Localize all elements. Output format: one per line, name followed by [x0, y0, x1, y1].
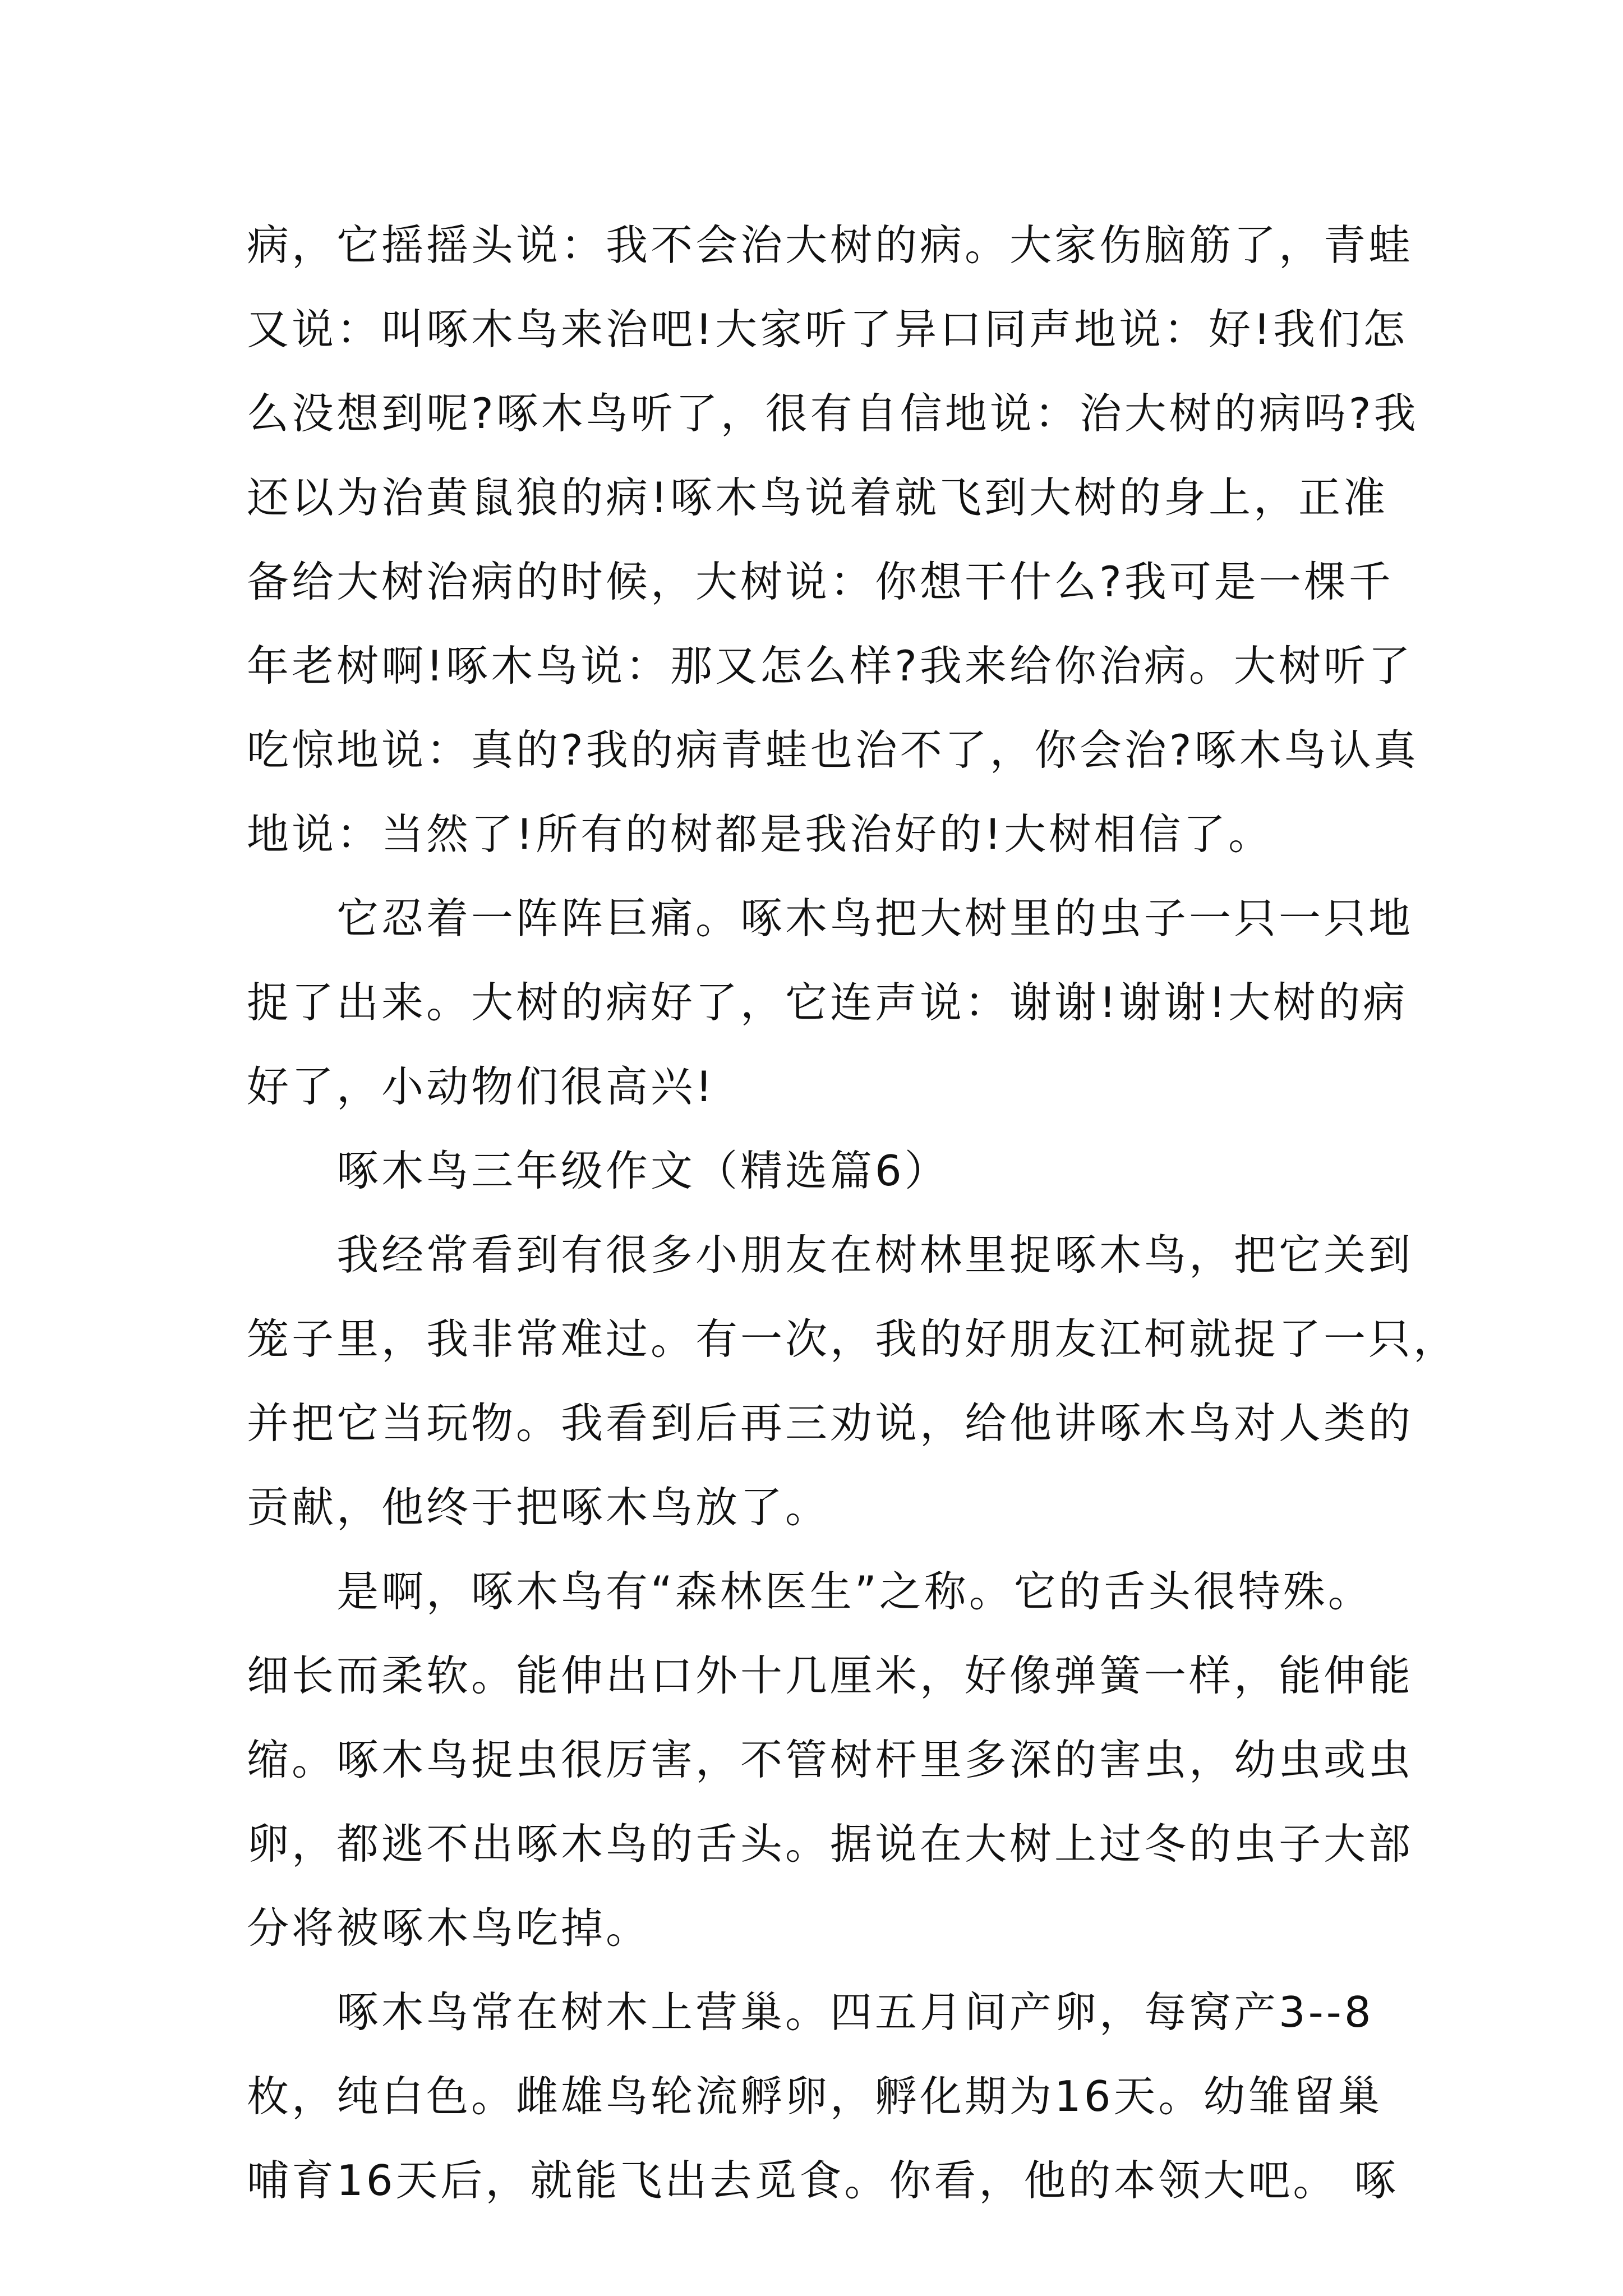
text-line: 贡献，他终于把啄木鸟放了。: [247, 1483, 831, 1532]
text-line: 卵，都逃不出啄木鸟的舌头。据说在大树上过冬的虫子大部: [247, 1819, 1414, 1869]
text-line: 地说：当然了!所有的树都是我治好的!大树相信了。: [247, 809, 1274, 859]
text-line: 细长而柔软。能伸出口外十几厘米，好像弹簧一样，能伸能: [247, 1651, 1414, 1700]
text-line: 缩。啄木鸟捉虫很厉害，不管树杆里多深的害虫，幼虫或虫: [247, 1735, 1414, 1784]
paragraph-start-line: 它忍着一阵阵巨痛。啄木鸟把大树里的虫子一只一只地: [336, 894, 1414, 943]
text-line: 分将被啄木鸟吃掉。: [247, 1903, 651, 1953]
text-line: 吃惊地说：真的?我的病青蛙也治不了，你会治?啄木鸟认真: [247, 725, 1419, 775]
text-line: 备给大树治病的时候，大树说：你想干什么?我可是一棵千: [247, 557, 1394, 606]
text-line: 笼子里，我非常难过。有一次，我的好朋友江柯就捉了一只，: [247, 1314, 1459, 1364]
text-line: 又说：叫啄木鸟来治吧!大家听了异口同声地说：好!我们怎: [247, 305, 1408, 354]
text-line: 年老树啊!啄木鸟说：那又怎么样?我来给你治病。大树听了: [247, 641, 1413, 691]
text-line: 并把它当玩物。我看到后再三劝说，给他讲啄木鸟对人类的: [247, 1398, 1414, 1448]
text-line: 好了，小动物们很高兴!: [247, 1062, 716, 1111]
text-line: 还以为治黄鼠狼的病!啄木鸟说着就飞到大树的身上，正准: [247, 473, 1389, 522]
text-line: 捉了出来。大树的病好了，它连声说：谢谢!谢谢!大树的病: [247, 978, 1408, 1027]
text-line: 枚，纯白色。雌雄鸟轮流孵卵，孵化期为16天。幼雏留巢: [247, 2072, 1383, 2121]
paragraph-start-line: 啄木鸟常在树木上营巢。四五月间产卵，每窝产3--8: [336, 1987, 1374, 2037]
text-line: 病，它摇摇头说：我不会治大树的病。大家伤脑筋了，青蛙: [247, 220, 1414, 270]
paragraph-start-line: 是啊，啄木鸟有“森林医生”之称。它的舌头很特殊。: [336, 1567, 1373, 1616]
paragraph-start-line: 我经常看到有很多小朋友在树林里捉啄木鸟，把它关到: [336, 1230, 1414, 1280]
section-heading: 啄木鸟三年级作文（精选篇6）: [336, 1146, 949, 1195]
text-line: 哺育16天后，就能飞出去觅食。你看，他的本领大吧。 啄: [247, 2156, 1399, 2205]
text-line: 么没想到呢?啄木鸟听了，很有自信地说：治大树的病吗?我: [247, 389, 1419, 438]
